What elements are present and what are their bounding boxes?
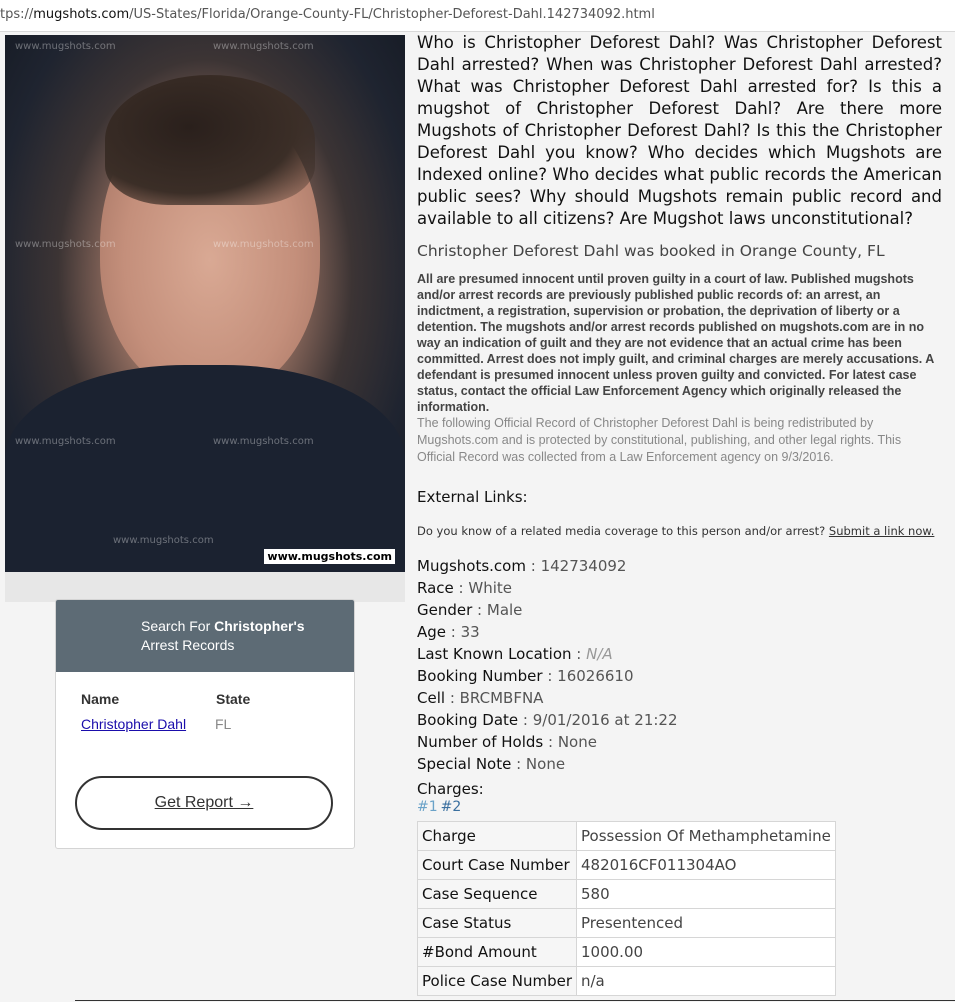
watermark: www.mugshots.com [213, 41, 314, 52]
fact-row: Booking Number : 16026610 [417, 667, 634, 685]
column-header-state: State [216, 691, 251, 707]
watermark: www.mugshots.com [213, 239, 314, 250]
charge-field-value: Presentenced [577, 909, 836, 938]
fact-value: Male [486, 601, 523, 619]
photo-brand-tag: www.mugshots.com [264, 549, 395, 564]
charge-field-label: #Bond Amount [418, 938, 577, 967]
fact-label: Age [417, 623, 447, 641]
result-state: FL [215, 716, 232, 732]
search-records-card [55, 599, 355, 849]
fact-label: Cell [417, 689, 446, 707]
watermark: www.mugshots.com [113, 535, 214, 546]
fact-row: Race : White [417, 579, 512, 597]
charge-row [418, 938, 836, 967]
fact-value: BRCMBFNA [459, 689, 544, 707]
fact-value: 33 [460, 623, 480, 641]
charge-field-value: 482016CF011304AO [577, 851, 836, 880]
charge-row [418, 880, 836, 909]
charge-tabs [417, 799, 942, 815]
page-content [0, 32, 955, 1002]
charge-row [418, 822, 836, 851]
charge-field-label: Charge [418, 822, 577, 851]
url-path: /US-States/Florida/Orange-County-FL/Christopher-Deforest-Dahl.142734092.html [129, 7, 655, 22]
search-header-prefix: Search For [141, 618, 215, 634]
get-report-button[interactable]: Get Report → [75, 776, 333, 830]
fact-row: Mugshots.com : 142734092 [417, 557, 627, 575]
booked-statement: Christopher Deforest Dahl was booked in Orange County, FL [417, 242, 885, 260]
mugshot-photo [5, 35, 405, 602]
fact-label: Booking Number [417, 667, 543, 685]
mugshot-hair [105, 75, 315, 205]
search-header-name: Christopher's [214, 618, 305, 634]
watermark: www.mugshots.com [213, 436, 314, 447]
search-card-header [56, 600, 354, 672]
charge-field-value: n/a [577, 967, 836, 996]
charge-field-label: Case Status [418, 909, 577, 938]
result-name-link[interactable]: Christopher Dahl [81, 716, 187, 732]
charge-tab-link[interactable]: #1 [417, 799, 438, 815]
fact-value: 9/01/2016 at 21:22 [532, 711, 678, 729]
search-header-suffix: Arrest Records [141, 637, 235, 653]
charge-tab-link[interactable]: #2 [440, 799, 462, 815]
fact-label: Number of Holds [417, 733, 544, 751]
charge-row [418, 909, 836, 938]
charge-field-value: Possession Of Methamphetamine [577, 822, 836, 851]
fact-row: Special Note : None [417, 755, 566, 773]
charge-field-value: 1000.00 [577, 938, 836, 967]
fact-row: Number of Holds : None [417, 733, 597, 751]
charge-field-label: Court Case Number [418, 851, 577, 880]
fact-value: None [525, 755, 566, 773]
fact-row: Last Known Location : N/A [417, 645, 613, 663]
fact-value: 16026610 [557, 667, 634, 685]
watermark: www.mugshots.com [15, 436, 116, 447]
divider [75, 1000, 955, 1001]
fact-value: White [468, 579, 512, 597]
external-links-title: External Links: [417, 488, 528, 506]
url-prefix: tps:// [0, 7, 34, 22]
booking-facts [417, 555, 942, 775]
watermark: www.mugshots.com [15, 41, 116, 52]
charge-row [418, 967, 836, 996]
column-header-name: Name [81, 691, 120, 707]
fact-row: Age : 33 [417, 623, 480, 641]
address-bar[interactable] [0, 0, 955, 32]
fact-label: Gender [417, 601, 473, 619]
record-details [417, 32, 942, 996]
charge-row [418, 851, 836, 880]
charge-field-label: Police Case Number [418, 967, 577, 996]
fact-label: Booking Date [417, 711, 519, 729]
legal-disclaimer: All are presumed innocent until proven guilty in a court of law. Published mugshots and/or arrest records are previously published public records of: an arrest, an indictment, a registration, supervision or probation, the deprivation of liberty or a detention. The mugshots and/or arrest records published on mugshots.com are in no way an indication of guilt and they are not evidence that an actual crime has been committed. Arrest does not imply guilt, and criminal charges are merely accusations. A defendant is presumed innocent unless proven guilty and convicted. For latest case status, contact the official Law Enforcement Agency which originally released the information. [417, 272, 934, 414]
charge-field-value: 580 [577, 880, 836, 909]
fact-value: 142734092 [540, 557, 627, 575]
fact-label: Mugshots.com [417, 557, 526, 575]
fact-row: Booking Date : 9/01/2016 at 21:22 [417, 711, 678, 729]
fact-label: Special Note [417, 755, 512, 773]
url-host: mugshots.com [33, 7, 130, 22]
charge-field-label: Case Sequence [418, 880, 577, 909]
fact-value: None [557, 733, 597, 751]
charges-title: Charges: [417, 780, 484, 798]
external-links-prompt [417, 524, 942, 538]
external-question: Do you know of a related media coverage to this person and/or arrest? [417, 524, 829, 538]
fact-value: N/A [586, 645, 613, 663]
fact-label: Race [417, 579, 454, 597]
charge-table [417, 821, 836, 996]
fact-row: Cell : BRCMBFNA [417, 689, 544, 707]
watermark: www.mugshots.com [15, 239, 116, 250]
fact-label: Last Known Location [417, 645, 572, 663]
submit-link[interactable]: Submit a link now. [828, 524, 935, 538]
questions-paragraph: Who is Christopher Deforest Dahl? Was Christopher Deforest Dahl arrested? When was Christopher Deforest Dahl arrested? What was Christopher Deforest Dahl arrested for? Is this a mugshot of Christopher Deforest Dahl? Are there more Mugshots of Christopher Deforest Dahl? Is this the Christopher Deforest Dahl you know? Who decides which Mugshots are Indexed online? Who decides what public records the American public sees? Why should Mugshots remain public record and available to all citizens? Are Mugshot laws unconstitutional? [417, 33, 942, 228]
fact-row: Gender : Male [417, 601, 523, 619]
official-record-note: The following Official Record of Christopher Deforest Dahl is being redistributed by Mugshots.com and is protected by constitutional, publishing, and other legal rights. This Official Record was collected from a Law Enforcement agency on 9/3/2016. [417, 416, 902, 464]
